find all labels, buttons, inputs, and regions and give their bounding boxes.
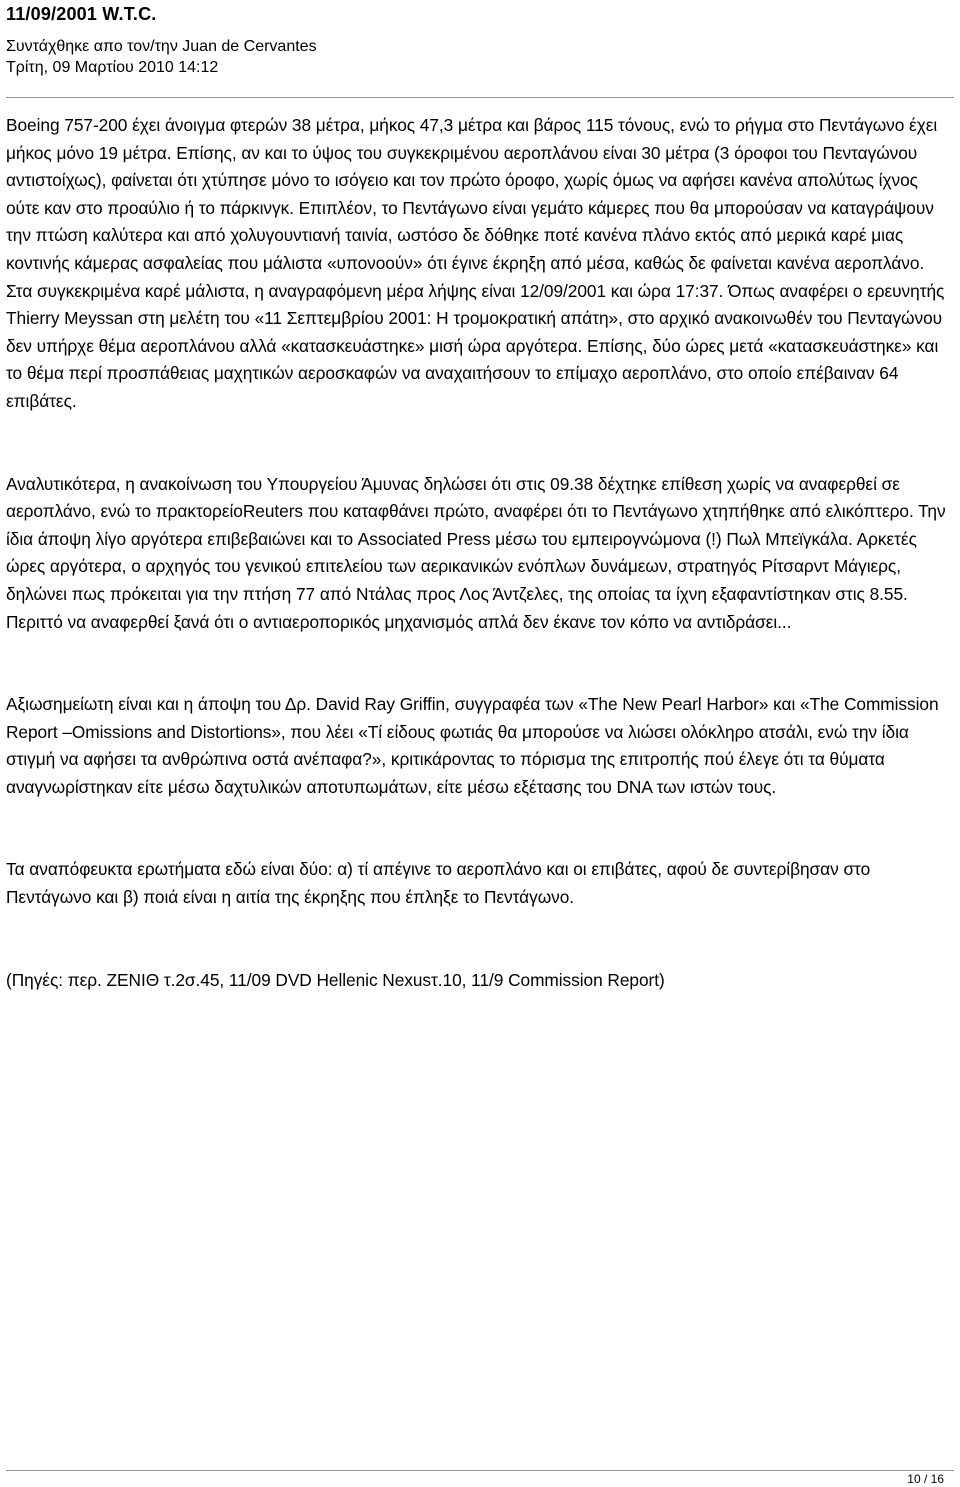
sources-paragraph: (Πηγές: περ. ΖΕΝΙΘ τ.2σ.45, 11/09 DVD Hellenic Nexusτ.10, 11/9 Commission Report) — [6, 969, 665, 990]
article-body — [6, 112, 946, 994]
paragraph-2: Αναλυτικότερα, η ανακοίνωση του Υπουργείου Άμυνας δηλώσει ότι στις 09.38 δέχτηκε επίθεση χωρίς να αναφερθεί σε αεροπλάνο, ενώ το πρακτορείοReuters που καταφθάνει πρώτο, αναφέρει ότι το Πεντάγωνο χτηπήθηκε από ελικόπτερο. Την ίδια άποψη λίγο αργότερα επιβεβαιώνει και το Associated Press μέσω του εμπειρογνώμονα (!) Πωλ Μπεϊγκάλα. Αρκετές ώρες αργότερα, ο αρχηγός του γενικού επιτελείου των αερικανικών ενόπλων δυνάμεων, στρατηγός Ρίτσαρντ Μάγιερς, δηλώνει πως πρόκειται για την πτήση 77 από Ντάλας προς Λος Άντζελες, της οποίας τα ίχνη εξαφαντίστηκαν στις 8.55. Περιττό να αναφερθεί ξανά ότι ο αντιαεροπορικός μηχανισμός απλά δεν έκανε τον κόπο να αντιδράσει... — [6, 473, 946, 632]
footer-divider — [6, 1470, 954, 1471]
header-divider — [6, 97, 954, 98]
paragraph-3: Αξιωσημείωτη είναι και η άποψη του Δρ. David Ray Griffin, συγγραφέα των «The New Pearl Harbor» και «The Commission Report –Omissions and Distortions», που λέει «Τί είδους φωτιάς θα μπορούσε να λιώσει ολόκληρο ατσάλι, ενώ την ίδια στιγμή να αφήσει τα ανθρώπινα οστά ανέπαφα?», κριτικάροντας το πόρισμα της επιτροπής πού έλεγε ότι τα θύματα αναγνωρίστηκαν είτε μέσω δαχτυλικών αποτυπωμάτων, είτε μέσω εξέτασης του DNA των ιστών τους. — [6, 694, 939, 797]
document-header — [6, 2, 954, 78]
paragraph-4: Τα αναπόφευκτα ερωτήματα εδώ είναι δύο: α) τί απέγινε το αεροπλάνο και οι επιβάτες, αφού δε συντερίβησαν στο Πεντάγωνο και β) ποιά είναι η αιτία της έκρηξης που έπληξε το Πεντάγωνο. — [6, 859, 871, 908]
page-title: 11/09/2001 W.T.C. — [6, 4, 157, 24]
paragraph-1: Boeing 757-200 έχει άνοιγμα φτερών 38 μέτρα, μήκος 47,3 μέτρα και βάρος 115 τόνους, ενώ το ρήγμα στο Πεντάγωνο έχει μήκος μόνο 19 μέτρα. Επίσης, αν και το ύψος του συγκεκριμένου αεροπλάνου είναι 30 μέτρα (3 όροφοι του Πενταγώνου αντιστοίχως), φαίνεται ότι χτύπησε μόνο το ισόγειο και τον πρώτο όροφο, χωρίς όμως να αφήσει κανένα απολύτως ίχνος ούτε καν στο προαύλιο ή το πάρκινγκ. Επιπλέον, το Πεντάγωνο είναι γεμάτο κάμερες που θα μπορούσαν να καταγράψουν την πτώση καλύτερα και από χολυγουντιανή ταινία, ωστόσο δε δόθηκε ποτέ κανένα πλάνο εκτός από μερικά καρέ μιας κοντινής κάμερας ασφαλείας που μάλιστα «υπονοούν» ότι έγινε έκρηξη από μέσα, καθώς δε φαίνεται κανένα αεροπλάνο. Στα συγκεκριμένα καρέ μάλιστα, η αναγραφόμενη μέρα λήψης είναι 12/09/2001 και ώρα 17:37. Όπως αναφέρει ο ερευνητής Thierry Meyssan στη μελέτη του «11 Σεπτεμβρίου 2001: Η τρομοκρατική απάτη», στο αρχικό ανακοινωθέν του Πενταγώνου δεν υπήρχε θέμα αεροπλάνου αλλά «κατασκευάστηκε» μισή ώρα αργότερα. Επίσης, δύο ώρες μετά «κατασκευάστηκε» και το θέμα περί προσπάθειας μαχητικών αεροσκαφών να αναχαιτήσουν το επίμαχο αεροπλάνο, στο οποίο επέβαιναν 64 επιβάτες. — [6, 115, 945, 411]
page-number: 10 / 16 — [907, 1472, 944, 1486]
author-line: Συντάχθηκε απο τον/την Juan de Cervantes — [6, 38, 317, 55]
date-line: Τρίτη, 09 Μαρτίου 2010 14:12 — [6, 59, 219, 76]
